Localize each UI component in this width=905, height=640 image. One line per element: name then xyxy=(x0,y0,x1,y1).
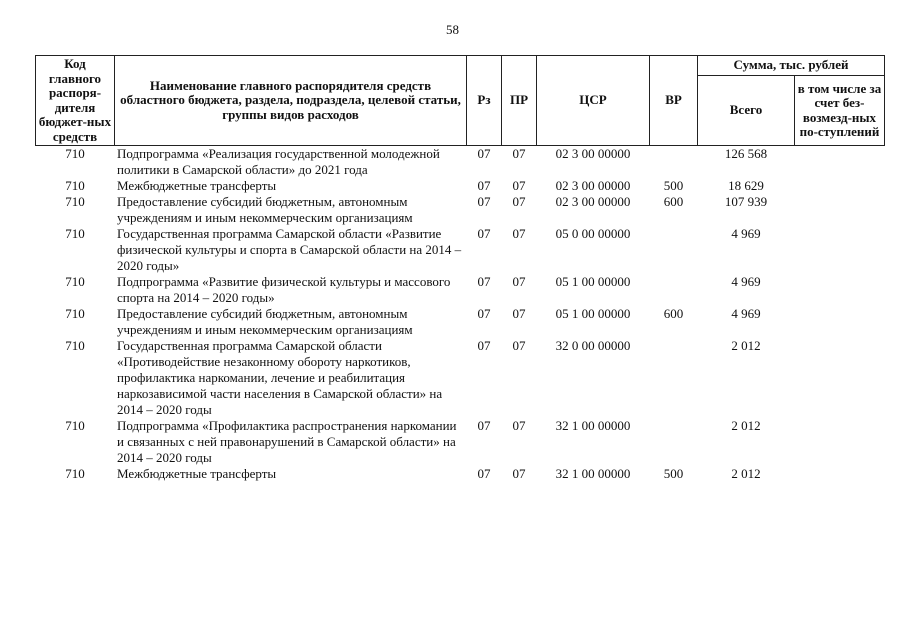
table-row xyxy=(36,274,885,306)
cell-vr xyxy=(650,146,698,179)
cell-pr: 07 xyxy=(512,306,526,321)
cell-incl xyxy=(795,338,885,418)
page-number: 58 xyxy=(446,22,459,37)
cell-total: 126 568 xyxy=(724,146,768,161)
header-name: Наименование главного распорядителя средств областного бюджета, раздела, подраздела, целевой статьи, группы видов расходов xyxy=(115,56,467,146)
cell-pr: 07 xyxy=(512,146,526,161)
cell-name: Государственная программа Самарской области «Развитие физической культуры и спорта в Самарской области на 2014 – 2020 годы» xyxy=(117,226,462,273)
table-row xyxy=(36,194,885,226)
cell-incl xyxy=(795,274,885,306)
cell-code: 710 xyxy=(65,194,85,209)
cell-incl xyxy=(795,194,885,226)
cell-rz: 07 xyxy=(477,274,491,289)
cell-csr: 32 1 00 00000 xyxy=(555,466,631,481)
table-row xyxy=(36,306,885,338)
cell-vr: 600 xyxy=(663,306,684,321)
table-row xyxy=(36,466,885,482)
cell-incl xyxy=(795,226,885,274)
cell-incl xyxy=(795,418,885,466)
cell-vr xyxy=(650,418,698,466)
cell-pr: 07 xyxy=(512,418,526,433)
cell-total: 2 012 xyxy=(731,466,761,481)
cell-total: 107 939 xyxy=(724,194,768,209)
cell-code: 710 xyxy=(65,226,85,241)
cell-total: 2 012 xyxy=(731,418,761,433)
table-body xyxy=(36,146,885,483)
cell-vr: 600 xyxy=(663,194,684,209)
header-incl: в том числе за счет без-возмезд-ных по-ступлений xyxy=(795,76,885,146)
cell-name: Предоставление субсидий бюджетным, автономным учреждениям и иным некоммерческим организациям xyxy=(117,194,413,225)
cell-vr xyxy=(650,226,698,274)
cell-rz: 07 xyxy=(477,226,491,241)
cell-csr: 05 1 00 00000 xyxy=(555,306,631,321)
table-row xyxy=(36,418,885,466)
cell-incl xyxy=(795,306,885,338)
cell-rz: 07 xyxy=(477,178,491,193)
cell-code: 710 xyxy=(65,338,85,353)
cell-csr: 02 3 00 00000 xyxy=(555,178,631,193)
header-row-top xyxy=(36,56,885,76)
header-sum: Сумма, тыс. рублей xyxy=(698,56,885,76)
cell-name: Подпрограмма «Профилактика распространения наркомании и связанных с ней правонарушений в Самарской области» на 2014 – 2020 годы xyxy=(117,418,457,465)
cell-pr: 07 xyxy=(512,178,526,193)
cell-code: 710 xyxy=(65,274,85,289)
cell-incl xyxy=(795,178,885,194)
cell-rz: 07 xyxy=(477,306,491,321)
cell-rz: 07 xyxy=(477,194,491,209)
header-csr: ЦСР xyxy=(537,56,650,146)
cell-code: 710 xyxy=(65,178,85,193)
table-row xyxy=(36,178,885,194)
cell-name: Межбюджетные трансферты xyxy=(117,178,277,193)
budget-table xyxy=(35,55,885,482)
cell-vr: 500 xyxy=(663,466,684,481)
cell-code: 710 xyxy=(65,466,85,481)
cell-total: 18 629 xyxy=(728,178,764,193)
cell-incl xyxy=(795,466,885,482)
cell-rz: 07 xyxy=(477,338,491,353)
cell-pr: 07 xyxy=(512,194,526,209)
cell-code: 710 xyxy=(65,418,85,433)
cell-rz: 07 xyxy=(477,418,491,433)
header-total: Всего xyxy=(698,76,795,146)
cell-total: 2 012 xyxy=(731,338,761,353)
cell-name: Межбюджетные трансферты xyxy=(117,466,277,481)
cell-name: Подпрограмма «Развитие физической культуры и массового спорта на 2014 – 2020 годы» xyxy=(117,274,451,305)
cell-rz: 07 xyxy=(477,146,491,161)
table-row xyxy=(36,338,885,418)
cell-pr: 07 xyxy=(512,274,526,289)
table-row xyxy=(36,146,885,179)
cell-name: Государственная программа Самарской области «Противодействие незаконному обороту наркотиков, профилактика наркомании, лечение и реабилитация наркозависимой части населения в Самарской области» на 2014 – 2020 годы xyxy=(117,338,443,417)
cell-total: 4 969 xyxy=(731,274,761,289)
cell-csr: 02 3 00 00000 xyxy=(555,146,631,161)
cell-total: 4 969 xyxy=(731,306,761,321)
cell-csr: 32 0 00 00000 xyxy=(555,338,631,353)
table-row xyxy=(36,226,885,274)
cell-total: 4 969 xyxy=(731,226,761,241)
cell-pr: 07 xyxy=(512,226,526,241)
cell-code: 710 xyxy=(65,306,85,321)
cell-name: Предоставление субсидий бюджетным, автономным учреждениям и иным некоммерческим организациям xyxy=(117,306,413,337)
cell-csr: 05 1 00 00000 xyxy=(555,274,631,289)
cell-vr xyxy=(650,274,698,306)
cell-pr: 07 xyxy=(512,466,526,481)
header-vr: ВР xyxy=(650,56,698,146)
cell-code: 710 xyxy=(65,146,85,161)
cell-vr xyxy=(650,338,698,418)
cell-vr: 500 xyxy=(663,178,684,193)
cell-csr: 05 0 00 00000 xyxy=(555,226,631,241)
cell-incl xyxy=(795,146,885,179)
header-pr: ПР xyxy=(502,56,537,146)
cell-pr: 07 xyxy=(512,338,526,353)
header-rz: Рз xyxy=(467,56,502,146)
header-code: Код главного распоря-дителя бюджет-ных средств xyxy=(36,56,115,146)
cell-name: Подпрограмма «Реализация государственной молодежной политики в Самарской области» до 2021 года xyxy=(117,146,440,177)
cell-csr: 32 1 00 00000 xyxy=(555,418,631,433)
cell-csr: 02 3 00 00000 xyxy=(555,194,631,209)
cell-rz: 07 xyxy=(477,466,491,481)
